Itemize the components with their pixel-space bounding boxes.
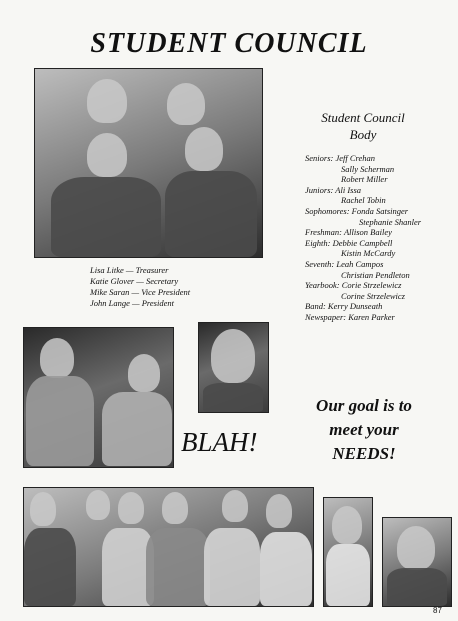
goal-line: NEEDS! bbox=[332, 444, 396, 463]
roster-line: Newspaper: Karen Parker bbox=[305, 311, 395, 322]
officers-caption bbox=[90, 265, 230, 309]
roster-line: Juniors: Ali Issa bbox=[305, 184, 362, 195]
goal-line: meet your bbox=[329, 420, 399, 439]
roster-line: Band: Kerry Dunseath bbox=[305, 301, 383, 312]
page-number: 87 bbox=[433, 606, 442, 615]
roster-line: Christian Pendleton bbox=[341, 269, 410, 280]
officer-line: Mike Saran — Vice President bbox=[90, 287, 191, 297]
roster-line: Kistin McCardy bbox=[341, 248, 396, 259]
council-heading-line: Student Council bbox=[321, 110, 405, 125]
student-making-face-photo bbox=[198, 322, 269, 413]
page-title: STUDENT COUNCIL bbox=[90, 28, 368, 59]
roster-line: Eighth: Debbie Campbell bbox=[305, 237, 393, 248]
officer-line: Lisa Litke — Treasurer bbox=[90, 265, 169, 275]
council-members-photo bbox=[23, 487, 314, 607]
roster-line: Freshman: Allison Bailey bbox=[305, 227, 392, 238]
blah-caption: BLAH! bbox=[181, 427, 258, 457]
roster-line: Sophomores: Fonda Satsinger bbox=[305, 205, 409, 216]
roster-line: Seniors: Jeff Crehan bbox=[305, 153, 376, 163]
roster-line: Sally Scherman bbox=[341, 163, 395, 174]
roster-line: Rachel Tobin bbox=[341, 195, 386, 206]
roster-line: Yearbook: Corie Strzelewicz bbox=[305, 280, 402, 291]
council-roster bbox=[305, 153, 455, 323]
goal-line: Our goal is to bbox=[316, 396, 412, 415]
goal-statement bbox=[300, 394, 428, 466]
roster-line: Stephanie Shanler bbox=[359, 216, 422, 227]
officer-line: John Lange — President bbox=[90, 298, 174, 308]
student-smiling-photo bbox=[382, 517, 452, 607]
council-body-heading bbox=[288, 109, 438, 143]
student-portrait-photo bbox=[323, 497, 373, 607]
roster-line: Corine Strzelewicz bbox=[341, 290, 405, 301]
officer-line: Katie Glover — Secretary bbox=[90, 276, 179, 286]
council-heading-line: Body bbox=[349, 127, 377, 142]
roster-line: Robert Miller bbox=[341, 174, 388, 185]
officers-group-photo bbox=[34, 68, 263, 258]
roster-line: Seventh: Leah Campos bbox=[305, 258, 384, 269]
two-students-photo bbox=[23, 327, 174, 468]
